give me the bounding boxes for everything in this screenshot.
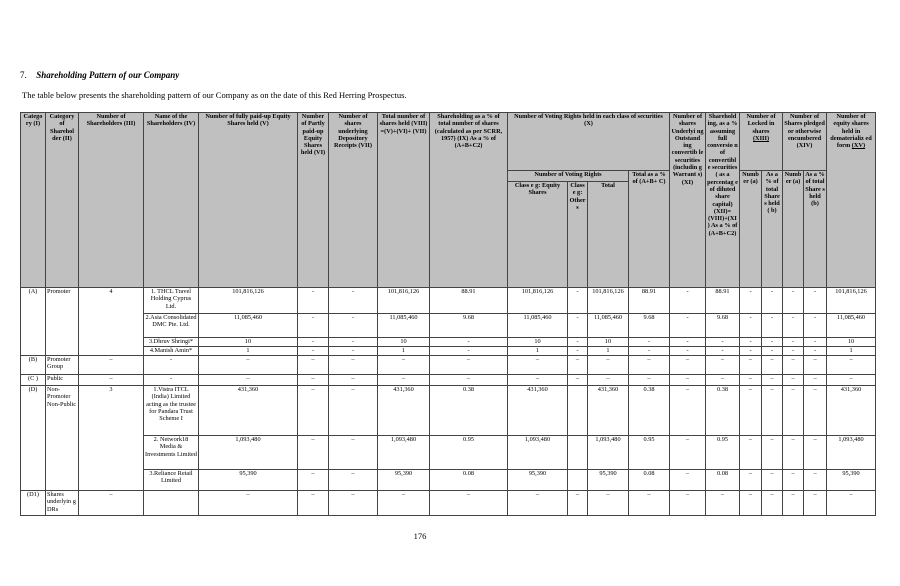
value-cell: – [588, 375, 629, 386]
header-category-of-shareholder: Category of Sharehol der (II) [46, 113, 79, 288]
header-name: Name of the Shareholders (IV) [144, 113, 199, 288]
header-locked-label: Number of Locked in shares [746, 113, 776, 135]
header-pledged-pct: As a % of total Share s held (b) [804, 171, 827, 288]
value-cell: 10 [199, 338, 298, 347]
table-body [21, 288, 876, 516]
value-cell: 10 [378, 338, 430, 347]
value-cell: - [670, 338, 706, 347]
value-cell: – [329, 470, 378, 491]
value-cell: 1,093,480 [378, 436, 430, 470]
value-cell: – [804, 470, 827, 491]
value-cell: 1,093,480 [588, 436, 629, 470]
shareholder-name-cell: 2.Asia Consolidated DMC Pte. Ltd. [144, 314, 199, 338]
value-cell: – [588, 491, 629, 516]
value-cell: – [329, 386, 378, 436]
value-cell: 0.38 [629, 386, 670, 436]
value-cell: - [762, 347, 783, 356]
value-cell [568, 470, 588, 491]
value-cell: – [706, 356, 740, 375]
shareholding-table [20, 112, 876, 516]
value-cell: – [199, 356, 298, 375]
section-title: Shareholding Pattern of our Company [36, 70, 180, 80]
value-cell: – [298, 356, 329, 375]
value-cell: - [804, 288, 827, 314]
value-cell: – [378, 491, 430, 516]
category-code-cell: (B) [21, 356, 46, 375]
value-cell: 0.95 [706, 436, 740, 470]
value-cell: – [804, 491, 827, 516]
shareholder-name-cell: 3.Dhruv Shringi* [144, 338, 199, 347]
value-cell: - [740, 338, 762, 347]
value-cell: 0.38 [430, 386, 508, 436]
value-cell: – [762, 470, 783, 491]
header-pledged: Number of Shares pledged or otherwise encumbered (XIV) [783, 113, 827, 171]
value-cell: 95,390 [199, 470, 298, 491]
value-cell: - [568, 338, 588, 347]
value-cell: 0.08 [430, 470, 508, 491]
value-cell: – [508, 356, 568, 375]
value-cell: - [783, 314, 804, 338]
value-cell: 10 [588, 338, 629, 347]
table-row [21, 314, 876, 338]
value-cell: 9.68 [430, 314, 508, 338]
value-cell: 11,085,460 [827, 314, 876, 338]
value-cell: - [762, 314, 783, 338]
section-heading [20, 70, 179, 80]
header-demat-ref: (XV) [851, 142, 866, 150]
value-cell: – [783, 470, 804, 491]
value-cell: – [298, 491, 329, 516]
value-cell: - [568, 314, 588, 338]
value-cell: – [508, 491, 568, 516]
value-cell: 0.08 [706, 470, 740, 491]
value-cell: – [706, 491, 740, 516]
table-row [21, 436, 876, 470]
header-class-others: Class e g: Other s [568, 182, 588, 288]
value-cell: – [329, 375, 378, 386]
value-cell: 101,816,126 [378, 288, 430, 314]
table-row [21, 491, 876, 516]
value-cell: - [740, 314, 762, 338]
value-cell: - [804, 347, 827, 356]
value-cell: 0.95 [430, 436, 508, 470]
value-cell: – [430, 356, 508, 375]
value-cell: – [740, 491, 762, 516]
value-cell: - [762, 288, 783, 314]
value-cell: 95,390 [588, 470, 629, 491]
table-row [21, 470, 876, 491]
value-cell: 9.68 [629, 314, 670, 338]
header-vr-total: Total [588, 182, 629, 288]
num-shareholders-cell: – [79, 375, 144, 386]
shareholder-name-cell: 1. THCL Travel Holding Cyprus Ltd. [144, 288, 199, 314]
value-cell: – [298, 386, 329, 436]
shareholder-name-cell [144, 491, 199, 516]
value-cell: – [629, 356, 670, 375]
category-name-cell: Shares underlyin g DRs [46, 491, 79, 516]
value-cell: - [670, 288, 706, 314]
value-cell: - [783, 338, 804, 347]
value-cell: 431,360 [827, 386, 876, 436]
value-cell: - [670, 314, 706, 338]
table-row [21, 356, 876, 375]
header-depository: Number of shares underlying Depository Receipts (VII) [329, 113, 378, 288]
value-cell: - [329, 338, 378, 347]
value-cell: – [740, 386, 762, 436]
value-cell: - [298, 288, 329, 314]
value-cell: 9.68 [706, 314, 740, 338]
value-cell: – [568, 375, 588, 386]
value-cell: - [629, 347, 670, 356]
value-cell: - [329, 314, 378, 338]
value-cell: – [329, 491, 378, 516]
value-cell: 1,093,480 [508, 436, 568, 470]
table-row [21, 347, 876, 356]
header-pledged-number: Numb er (a) [783, 171, 804, 288]
value-cell: - [568, 288, 588, 314]
intro-paragraph: The table below presents the shareholding pattern of our Company as on the date of this Red Herring Prospectus. [22, 90, 407, 100]
value-cell: - [298, 314, 329, 338]
value-cell: – [804, 436, 827, 470]
value-cell: – [588, 356, 629, 375]
value-cell: – [783, 356, 804, 375]
value-cell: - [329, 347, 378, 356]
header-total-shares: Total number of shares held (VIII) =(V)+(VI)+ (VII) [378, 113, 430, 288]
header-num-shareholders: Number of Shareholders (III) [79, 113, 144, 288]
value-cell: 101,816,126 [508, 288, 568, 314]
value-cell: – [740, 470, 762, 491]
value-cell: 1 [378, 347, 430, 356]
header-demat [827, 113, 876, 288]
header-voting-rights: Number of Voting Rights held in each class of securities (X) [508, 113, 670, 171]
table-row [21, 288, 876, 314]
value-cell: 10 [508, 338, 568, 347]
value-cell: – [762, 356, 783, 375]
value-cell: – [740, 356, 762, 375]
shareholder-name-cell: - [144, 356, 199, 375]
value-cell: – [298, 470, 329, 491]
value-cell: – [298, 375, 329, 386]
value-cell: - [706, 347, 740, 356]
value-cell: – [508, 375, 568, 386]
header-fully-paid: Number of fully paid-up Equity Shares held (V) [199, 113, 298, 288]
value-cell: – [568, 491, 588, 516]
category-name-cell: Promoter Group [46, 356, 79, 375]
header-category: Catego ry (I) [21, 113, 46, 288]
value-cell: – [670, 375, 706, 386]
value-cell: 0.08 [629, 470, 670, 491]
value-cell: – [629, 375, 670, 386]
value-cell: - [670, 347, 706, 356]
value-cell: – [804, 386, 827, 436]
value-cell: – [762, 491, 783, 516]
shareholder-name-cell: 4.Manish Amin* [144, 347, 199, 356]
value-cell: 431,360 [508, 386, 568, 436]
header-locked-ref: (XIII) [752, 134, 770, 142]
category-name-cell: Public [46, 375, 79, 386]
value-cell: – [804, 375, 827, 386]
value-cell: - [430, 338, 508, 347]
value-cell: – [762, 375, 783, 386]
value-cell: – [827, 356, 876, 375]
value-cell: - [740, 347, 762, 356]
value-cell: – [783, 436, 804, 470]
header-outstanding: Number of shares Underlyi ng Outstand ing convertib le securities (includin g Warrant s) (XI) [670, 113, 706, 288]
value-cell: – [670, 470, 706, 491]
value-cell: - [804, 338, 827, 347]
section-number: 7. [20, 70, 27, 80]
value-cell: 95,390 [827, 470, 876, 491]
table-row [21, 375, 876, 386]
value-cell: - [762, 338, 783, 347]
value-cell: – [670, 356, 706, 375]
header-locked [740, 113, 783, 171]
value-cell: - [329, 288, 378, 314]
shareholder-name-cell: - [144, 375, 199, 386]
value-cell: 431,360 [378, 386, 430, 436]
value-cell: 101,816,126 [588, 288, 629, 314]
category-code-cell: (A) [21, 288, 46, 356]
value-cell: 431,360 [588, 386, 629, 436]
value-cell: – [378, 375, 430, 386]
value-cell: 11,085,460 [199, 314, 298, 338]
value-cell: – [670, 491, 706, 516]
value-cell: - [568, 347, 588, 356]
value-cell: 11,085,460 [378, 314, 430, 338]
value-cell: 101,816,126 [827, 288, 876, 314]
header-locked-number: Numb er (a) [740, 171, 762, 288]
value-cell: – [378, 356, 430, 375]
category-name-cell: Non-Promoter Non-Public [46, 386, 79, 491]
value-cell: – [740, 436, 762, 470]
value-cell: – [827, 375, 876, 386]
category-code-cell: (D) [21, 386, 46, 491]
value-cell: - [783, 347, 804, 356]
num-shareholders-cell: 4 [79, 288, 144, 356]
num-shareholders-cell: – [79, 491, 144, 516]
value-cell: 11,085,460 [588, 314, 629, 338]
table-row [21, 338, 876, 347]
value-cell: - [629, 338, 670, 347]
value-cell: 10 [827, 338, 876, 347]
value-cell: – [329, 436, 378, 470]
value-cell: – [629, 491, 670, 516]
value-cell: – [827, 491, 876, 516]
value-cell: - [706, 338, 740, 347]
value-cell: – [762, 386, 783, 436]
value-cell: – [762, 436, 783, 470]
category-name-cell: Promoter [46, 288, 79, 356]
value-cell: - [298, 338, 329, 347]
shareholder-name-cell: 3.Reliance Retail Limited [144, 470, 199, 491]
value-cell: – [783, 375, 804, 386]
value-cell: 88.91 [706, 288, 740, 314]
value-cell [568, 436, 588, 470]
value-cell: 0.38 [706, 386, 740, 436]
value-cell: – [783, 386, 804, 436]
value-cell: 1,093,480 [199, 436, 298, 470]
header-shareholding-pct: Shareholding as a % of total number of shares (calculated as per SCRR, 1957) (IX) As a % of (A+B+C2) [430, 113, 508, 288]
shareholder-name-cell: 2. Network18 Media & Investments Limited [144, 436, 199, 470]
category-code-cell: (D1) [21, 491, 46, 516]
num-shareholders-cell: – [79, 356, 144, 375]
value-cell: – [670, 436, 706, 470]
table-row [21, 386, 876, 436]
value-cell: 431,360 [199, 386, 298, 436]
value-cell: - [783, 288, 804, 314]
value-cell: – [199, 375, 298, 386]
value-cell: 1 [508, 347, 568, 356]
value-cell: - [430, 347, 508, 356]
header-demat-label: Number of equity shares held in dematerializ ed form [830, 113, 872, 150]
header-vr-total-pct: Total as a % of (A+B+ C) [629, 171, 670, 288]
value-cell: – [783, 491, 804, 516]
header-locked-pct: As a % of total Share s held ( b) [762, 171, 783, 288]
value-cell: – [568, 356, 588, 375]
value-cell: 1 [827, 347, 876, 356]
value-cell: – [804, 356, 827, 375]
value-cell: – [706, 375, 740, 386]
category-code-cell: (C ) [21, 375, 46, 386]
value-cell: - [804, 314, 827, 338]
value-cell: - [298, 347, 329, 356]
value-cell: 0.95 [629, 436, 670, 470]
value-cell: – [430, 375, 508, 386]
value-cell: 1,093,480 [827, 436, 876, 470]
value-cell: – [298, 436, 329, 470]
value-cell [568, 386, 588, 436]
value-cell: 88.91 [430, 288, 508, 314]
header-full-conversion: Sharehold ing, as a % assuming full conversio n of convertibl e securities ( as a percentag e of diluted share capital) (XII)= (VIII)+(XI ) As a % of (A+B+C2) [706, 113, 740, 288]
value-cell: – [199, 491, 298, 516]
value-cell: 101,816,126 [199, 288, 298, 314]
value-cell: – [740, 375, 762, 386]
header-partly-paid: Number of Partly paid-up Equity Shares held (VI) [298, 113, 329, 288]
value-cell: 11,085,460 [508, 314, 568, 338]
value-cell: 88.91 [629, 288, 670, 314]
value-cell: 1 [199, 347, 298, 356]
value-cell: – [329, 356, 378, 375]
header-voting-rights-sub: Number of Voting Rights [508, 171, 629, 182]
value-cell: – [430, 491, 508, 516]
value-cell: – [670, 386, 706, 436]
value-cell: - [740, 288, 762, 314]
value-cell: 95,390 [378, 470, 430, 491]
header-class-equity: Class e g: Equity Shares [508, 182, 568, 288]
value-cell: 1 [588, 347, 629, 356]
num-shareholders-cell: 3 [79, 386, 144, 491]
page-number: 176 [413, 531, 427, 541]
shareholder-name-cell: 1.Vistra ITCL (India) Limited acting as the trustee for Pandara Trust Scheme I [144, 386, 199, 436]
value-cell: 95,390 [508, 470, 568, 491]
